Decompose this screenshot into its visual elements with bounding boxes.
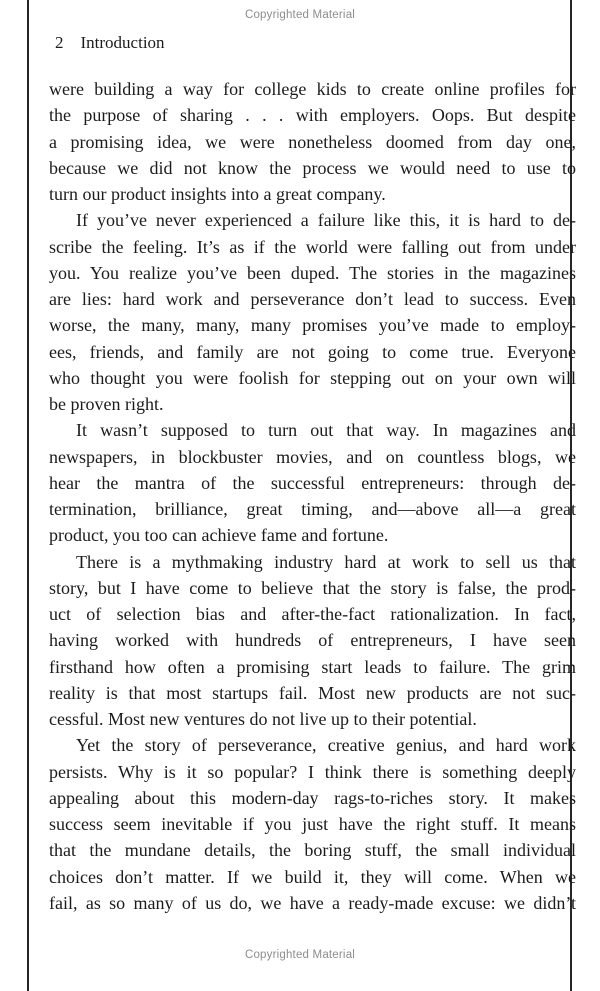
copyright-notice-bottom: Copyrighted Material	[244, 949, 356, 961]
text-line: having worked with hundreds of entrepreneurs, I have seen	[49, 630, 576, 651]
text-line: fail, as so many of us do, we have a ready-made excuse: we didn’t	[49, 892, 576, 913]
paragraph	[49, 207, 576, 417]
text-line: the purpose of sharing . . . with employers. Oops. But despite	[49, 105, 576, 126]
text-line: that the mundane details, the boring stuff, the small individual	[49, 840, 576, 861]
text-line: There is a mythmaking industry hard at work to sell us that	[76, 551, 576, 572]
text-line: It wasn’t supposed to turn out that way. In magazines and	[76, 420, 576, 441]
text-line: are lies: hard work and perseverance don’t lead to success. Even	[49, 289, 576, 309]
paragraph	[49, 76, 576, 207]
paragraph	[49, 732, 576, 916]
body-text	[49, 76, 576, 916]
chapter-title: Introduction	[80, 33, 165, 52]
text-line: because we did not know the process we would need to use to	[49, 157, 576, 178]
text-line: scribe the feeling. It’s as if the world were falling out from under	[49, 236, 576, 257]
text-line: cessful. Most new ventures do not live up to their potential.	[49, 709, 477, 729]
text-line: firsthand how often a promising start leads to failure. The grim	[49, 656, 576, 677]
text-line: ees, friends, and family are not going to come true. Everyone	[49, 341, 576, 362]
text-line: persists. Why is it so popular? I think there is something deeply	[49, 761, 576, 782]
text-line: choices don’t matter. If we build it, they will come. When we	[49, 866, 576, 887]
text-line: uct of selection bias and after-the-fact rationalization. In fact,	[49, 604, 576, 624]
text-line: a promising idea, we were nonetheless doomed from day one,	[49, 131, 576, 152]
text-line: product, you too can achieve fame and fortune.	[49, 525, 389, 546]
text-line: were building a way for college kids to create online profiles for	[49, 79, 576, 99]
text-line: hear the mantra of the successful entrepreneurs: through de-	[49, 472, 576, 493]
running-header	[55, 33, 165, 53]
page-edge-left	[27, 0, 29, 991]
text-line: appealing about this modern-day rags-to-riches story. It makes	[49, 787, 576, 808]
text-line: If you’ve never experienced a failure like this, it is hard to de-	[76, 210, 576, 231]
text-line: termination, brilliance, great timing, and—above all—a great	[49, 499, 576, 519]
text-line: you. You realize you’ve been duped. The stories in the magazines	[49, 262, 576, 283]
text-line: success seem inevitable if you just have the right stuff. It means	[49, 814, 576, 834]
text-line: be proven right.	[49, 394, 164, 414]
text-line: newspapers, in blockbuster movies, and on countless blogs, we	[49, 446, 576, 467]
text-line: Yet the story of perseverance, creative genius, and hard work	[76, 735, 576, 756]
text-line: story, but I have come to believe that the story is false, the prod-	[49, 577, 576, 598]
text-line: reality is that most startups fail. Most new products are not suc-	[49, 682, 576, 703]
text-line: worse, the many, many, many promises you’ve made to employ-	[49, 315, 576, 336]
paragraph	[49, 549, 576, 733]
copyright-notice-top: Copyrighted Material	[244, 9, 356, 21]
paragraph	[49, 417, 576, 548]
text-line: turn our product insights into a great company.	[49, 184, 386, 204]
page-number: 2	[55, 33, 64, 52]
text-line: who thought you were foolish for stepping out on your own will	[49, 367, 576, 388]
